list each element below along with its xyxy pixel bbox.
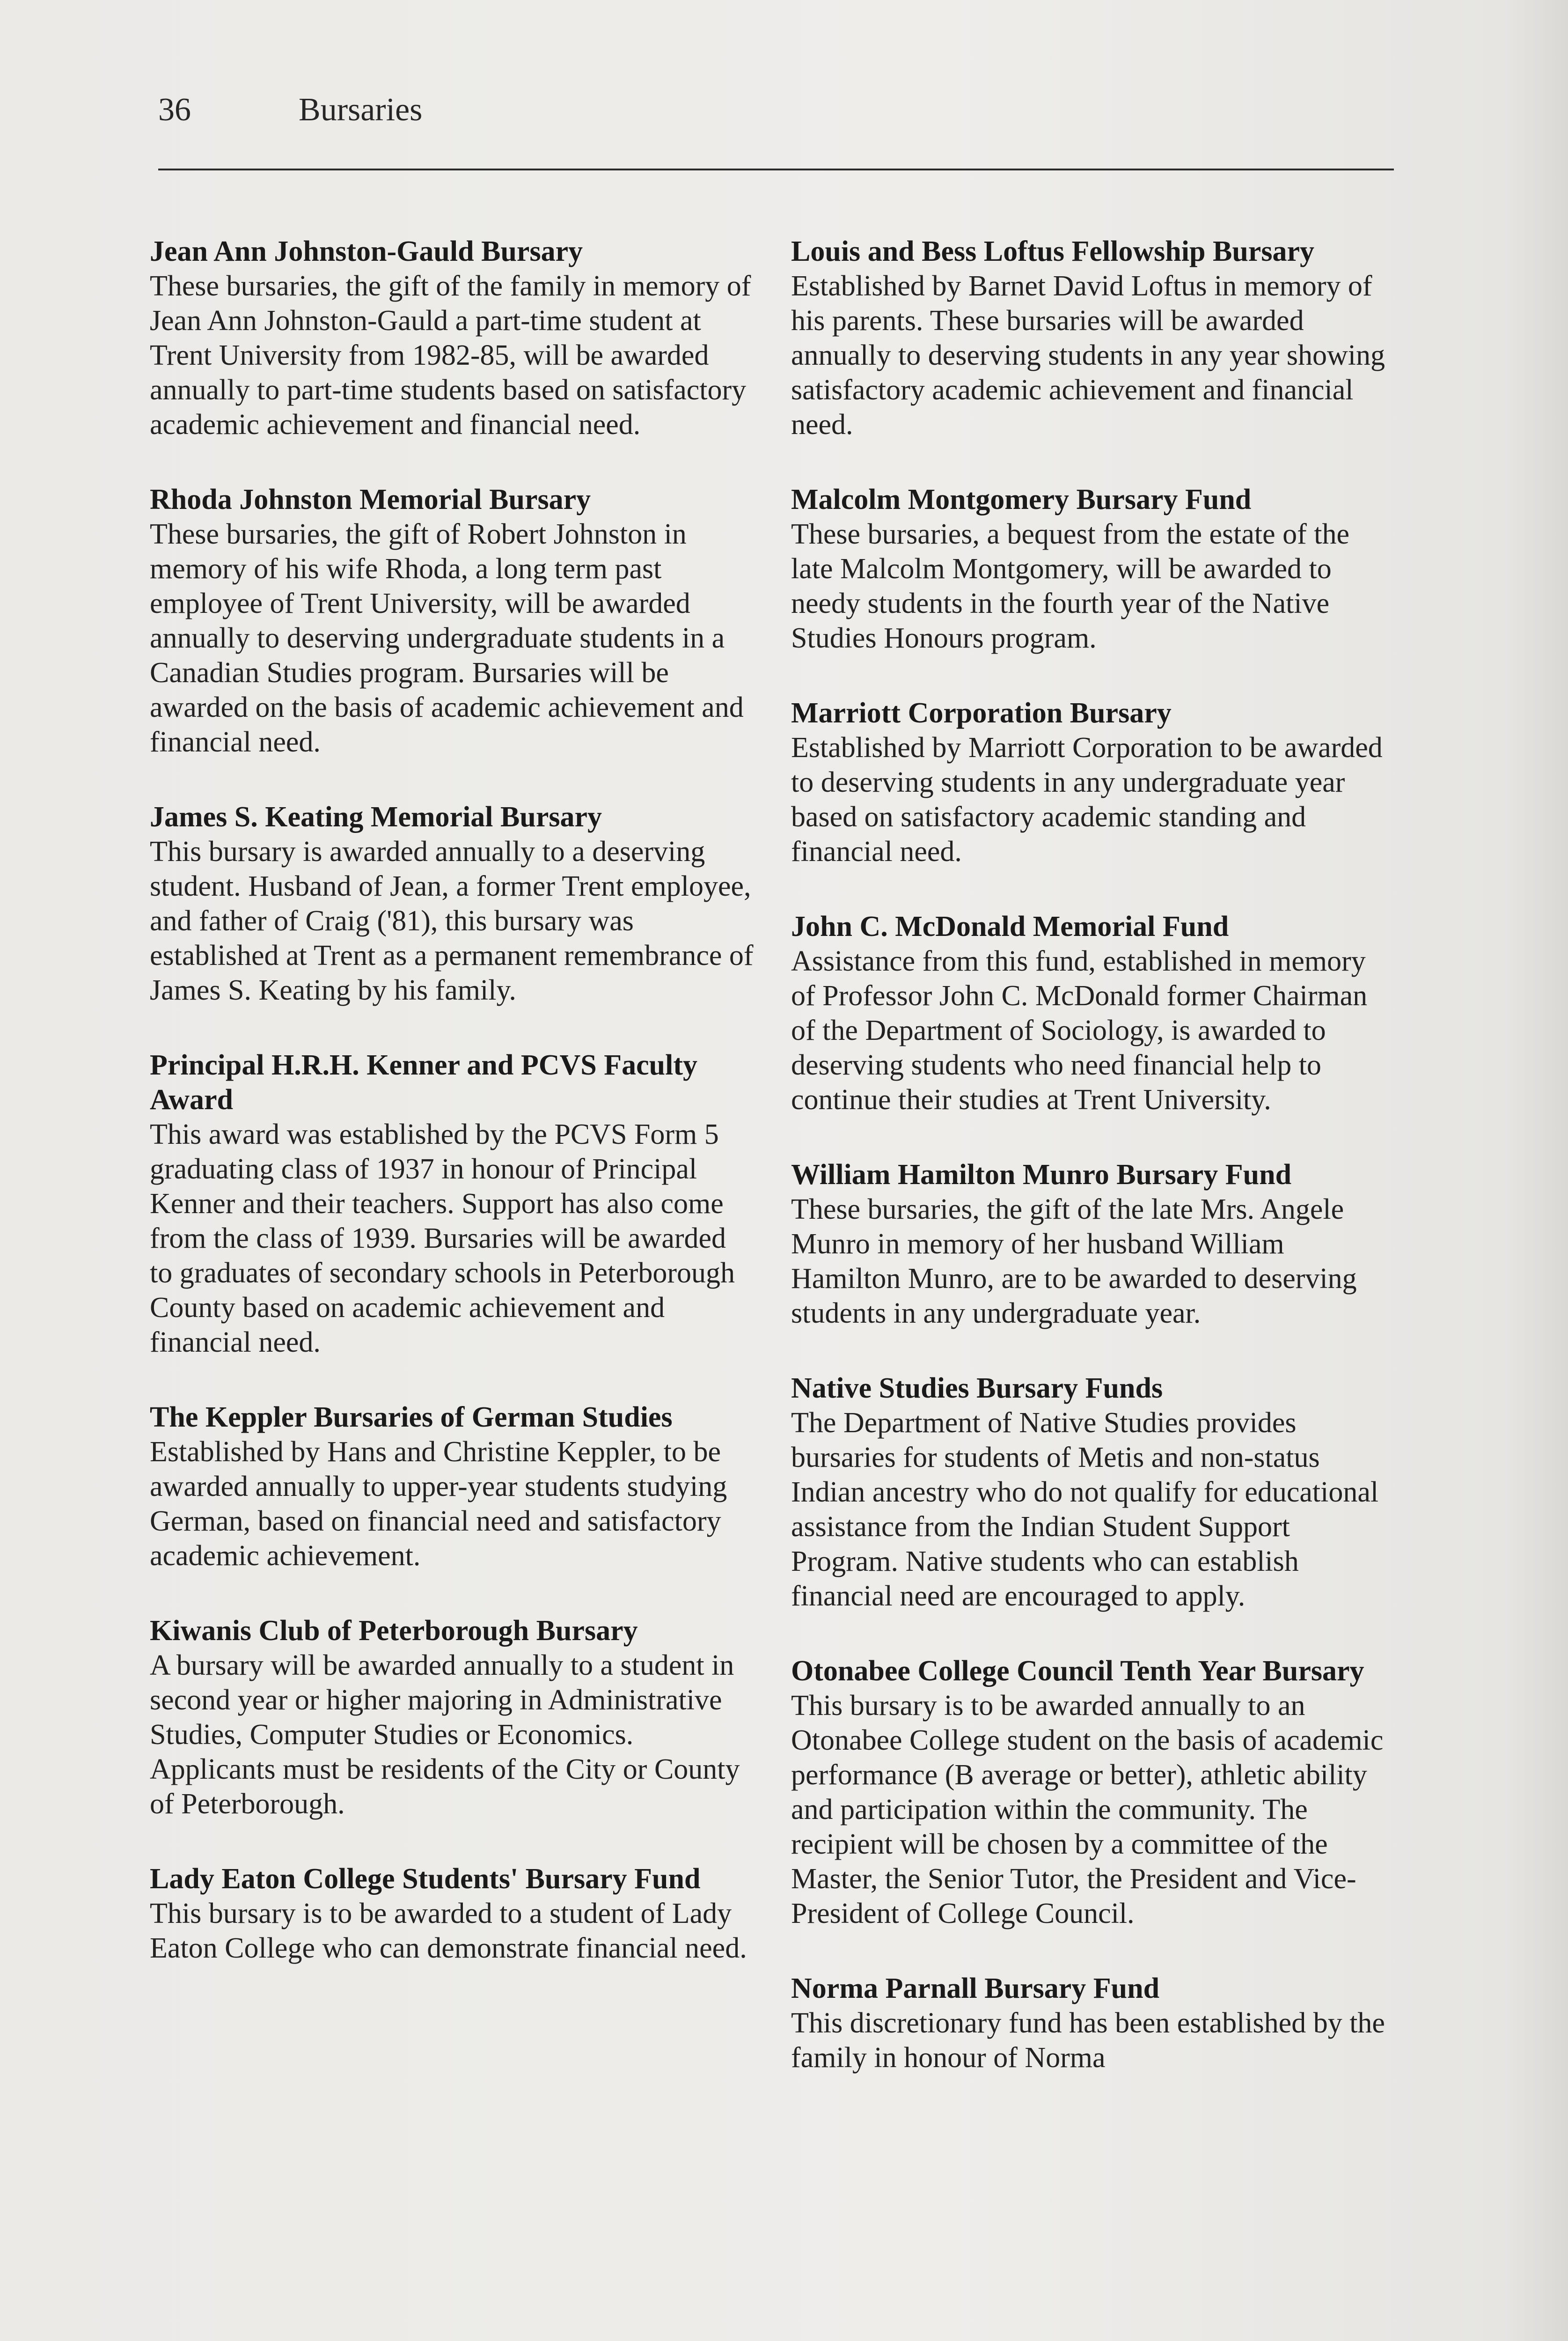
left-column <box>150 234 754 2006</box>
bursary-title: Otonabee College Council Tenth Year Bursary <box>791 1655 1364 1687</box>
bursary-description: The Department of Native Studies provides bursaries for students of Metis and non-status Indian ancestry who do not qualify for educational assistance from the Indian Student Support Program. Native students who can establish financial need are encouraged to apply. <box>791 1407 1379 1612</box>
bursary-title: John C. McDonald Memorial Fund <box>791 911 1229 942</box>
bursary-entry <box>791 1654 1395 1931</box>
bursary-description: These bursaries, the gift of the late Mrs. Angele Munro in memory of her husband William Hamilton Munro, are to be awarded to deserving students in any undergraduate year. <box>791 1193 1357 1329</box>
bursary-title: Norma Parnall Bursary Fund <box>791 1973 1160 2004</box>
section-title: Bursaries <box>299 92 423 128</box>
bursary-entry <box>791 482 1395 655</box>
bursary-description: Established by Barnet David Loftus in memory of his parents. These bursaries will be awarded annually to deserving students in any year showing satisfactory academic achievement and financial need. <box>791 270 1385 441</box>
bursary-title: Louis and Bess Loftus Fellowship Bursary <box>791 236 1314 267</box>
bursary-description: This bursary is awarded annually to a deserving student. Husband of Jean, a former Trent employee, and father of Craig ('81), this bursary was established at Trent as a permanent remembrance of James S. Keating by his family. <box>150 836 754 1006</box>
bursary-title: Jean Ann Johnston-Gauld Bursary <box>150 236 583 267</box>
bursary-description: This discretionary fund has been established by the family in honour of Norma <box>791 2007 1385 2074</box>
bursary-entry <box>150 800 754 1008</box>
bursary-entry <box>150 1613 754 1821</box>
running-header <box>158 94 422 126</box>
bursary-description: This award was established by the PCVS Form 5 graduating class of 1937 in honour of Principal Kenner and their teachers. Support has also come from the class of 1939. Bursaries will be awarded to graduates of secondary schools in Peterborough County based on academic achievement and financial need. <box>150 1119 735 1358</box>
page-number: 36 <box>158 92 191 128</box>
bursary-description: This bursary is to be awarded annually to an Otonabee College student on the basis of academic performance (B average or better), athletic ability and participation within the community. The recipient will be chosen by a committee of the Master, the Senior Tutor, the President and Vice-President of College Council. <box>791 1690 1384 1929</box>
bursary-entry <box>791 696 1395 869</box>
bursary-title: Kiwanis Club of Peterborough Bursary <box>150 1615 638 1647</box>
bursary-description: These bursaries, a bequest from the estate of the late Malcolm Montgomery, will be awarded to needy students in the fourth year of the Native Studies Honours program. <box>791 518 1350 654</box>
bursary-title: William Hamilton Munro Bursary Fund <box>791 1159 1292 1191</box>
bursary-title: The Keppler Bursaries of German Studies <box>150 1401 673 1433</box>
bursary-entry <box>150 1862 754 1966</box>
bursary-description: Assistance from this fund, established in memory of Professor John C. McDonald former Chairman of the Department of Sociology, is awarded to deserving students who need financial help to continue their studies at Trent University. <box>791 945 1368 1116</box>
bursary-description: A bursary will be awarded annually to a student in second year or higher majoring in Administrative Studies, Computer Studies or Economics. Applicants must be residents of the City or County of Peterborough. <box>150 1649 740 1820</box>
bursary-entry <box>150 234 754 442</box>
bursary-entry <box>150 482 754 759</box>
bursary-description: Established by Marriott Corporation to be awarded to deserving students in any undergraduate year based on satisfactory academic standing and financial need. <box>791 732 1383 868</box>
bursary-title: James S. Keating Memorial Bursary <box>150 801 602 833</box>
bursary-title: Malcolm Montgomery Bursary Fund <box>791 484 1252 515</box>
bursary-entry <box>150 1048 754 1360</box>
bursary-title: Lady Eaton College Students' Bursary Fund <box>150 1863 701 1895</box>
bursary-entry <box>791 1157 1395 1331</box>
bursary-description: These bursaries, the gift of the family in memory of Jean Ann Johnston-Gauld a part-time student at Trent University from 1982-85, will be awarded annually to part-time students based on satisfactory academic achievement and financial need. <box>150 270 751 441</box>
bursary-title: Marriott Corporation Bursary <box>791 697 1172 729</box>
bursary-entry <box>791 1971 1395 2075</box>
bursary-entry <box>791 234 1395 442</box>
bursary-title: Principal H.R.H. Kenner and PCVS Faculty Award <box>150 1049 698 1116</box>
bursary-entry <box>791 1371 1395 1613</box>
bursary-description: These bursaries, the gift of Robert Johnston in memory of his wife Rhoda, a long term past employee of Trent University, will be awarded annually to deserving undergraduate students in a Canadian Studies program. Bursaries will be awarded on the basis of academic achievement and financial need. <box>150 518 744 758</box>
bursary-title: Native Studies Bursary Funds <box>791 1372 1163 1404</box>
bursary-description: This bursary is to be awarded to a student of Lady Eaton College who can demonstrate financial need. <box>150 1898 747 1964</box>
right-column <box>791 234 1395 2115</box>
bursary-entry <box>791 909 1395 1117</box>
header-rule <box>158 169 1394 170</box>
bursary-description: Established by Hans and Christine Keppler, to be awarded annually to upper-year students studying German, based on financial need and satisfactory academic achievement. <box>150 1436 727 1572</box>
bursary-entry <box>150 1400 754 1573</box>
bursary-title: Rhoda Johnston Memorial Bursary <box>150 484 591 515</box>
